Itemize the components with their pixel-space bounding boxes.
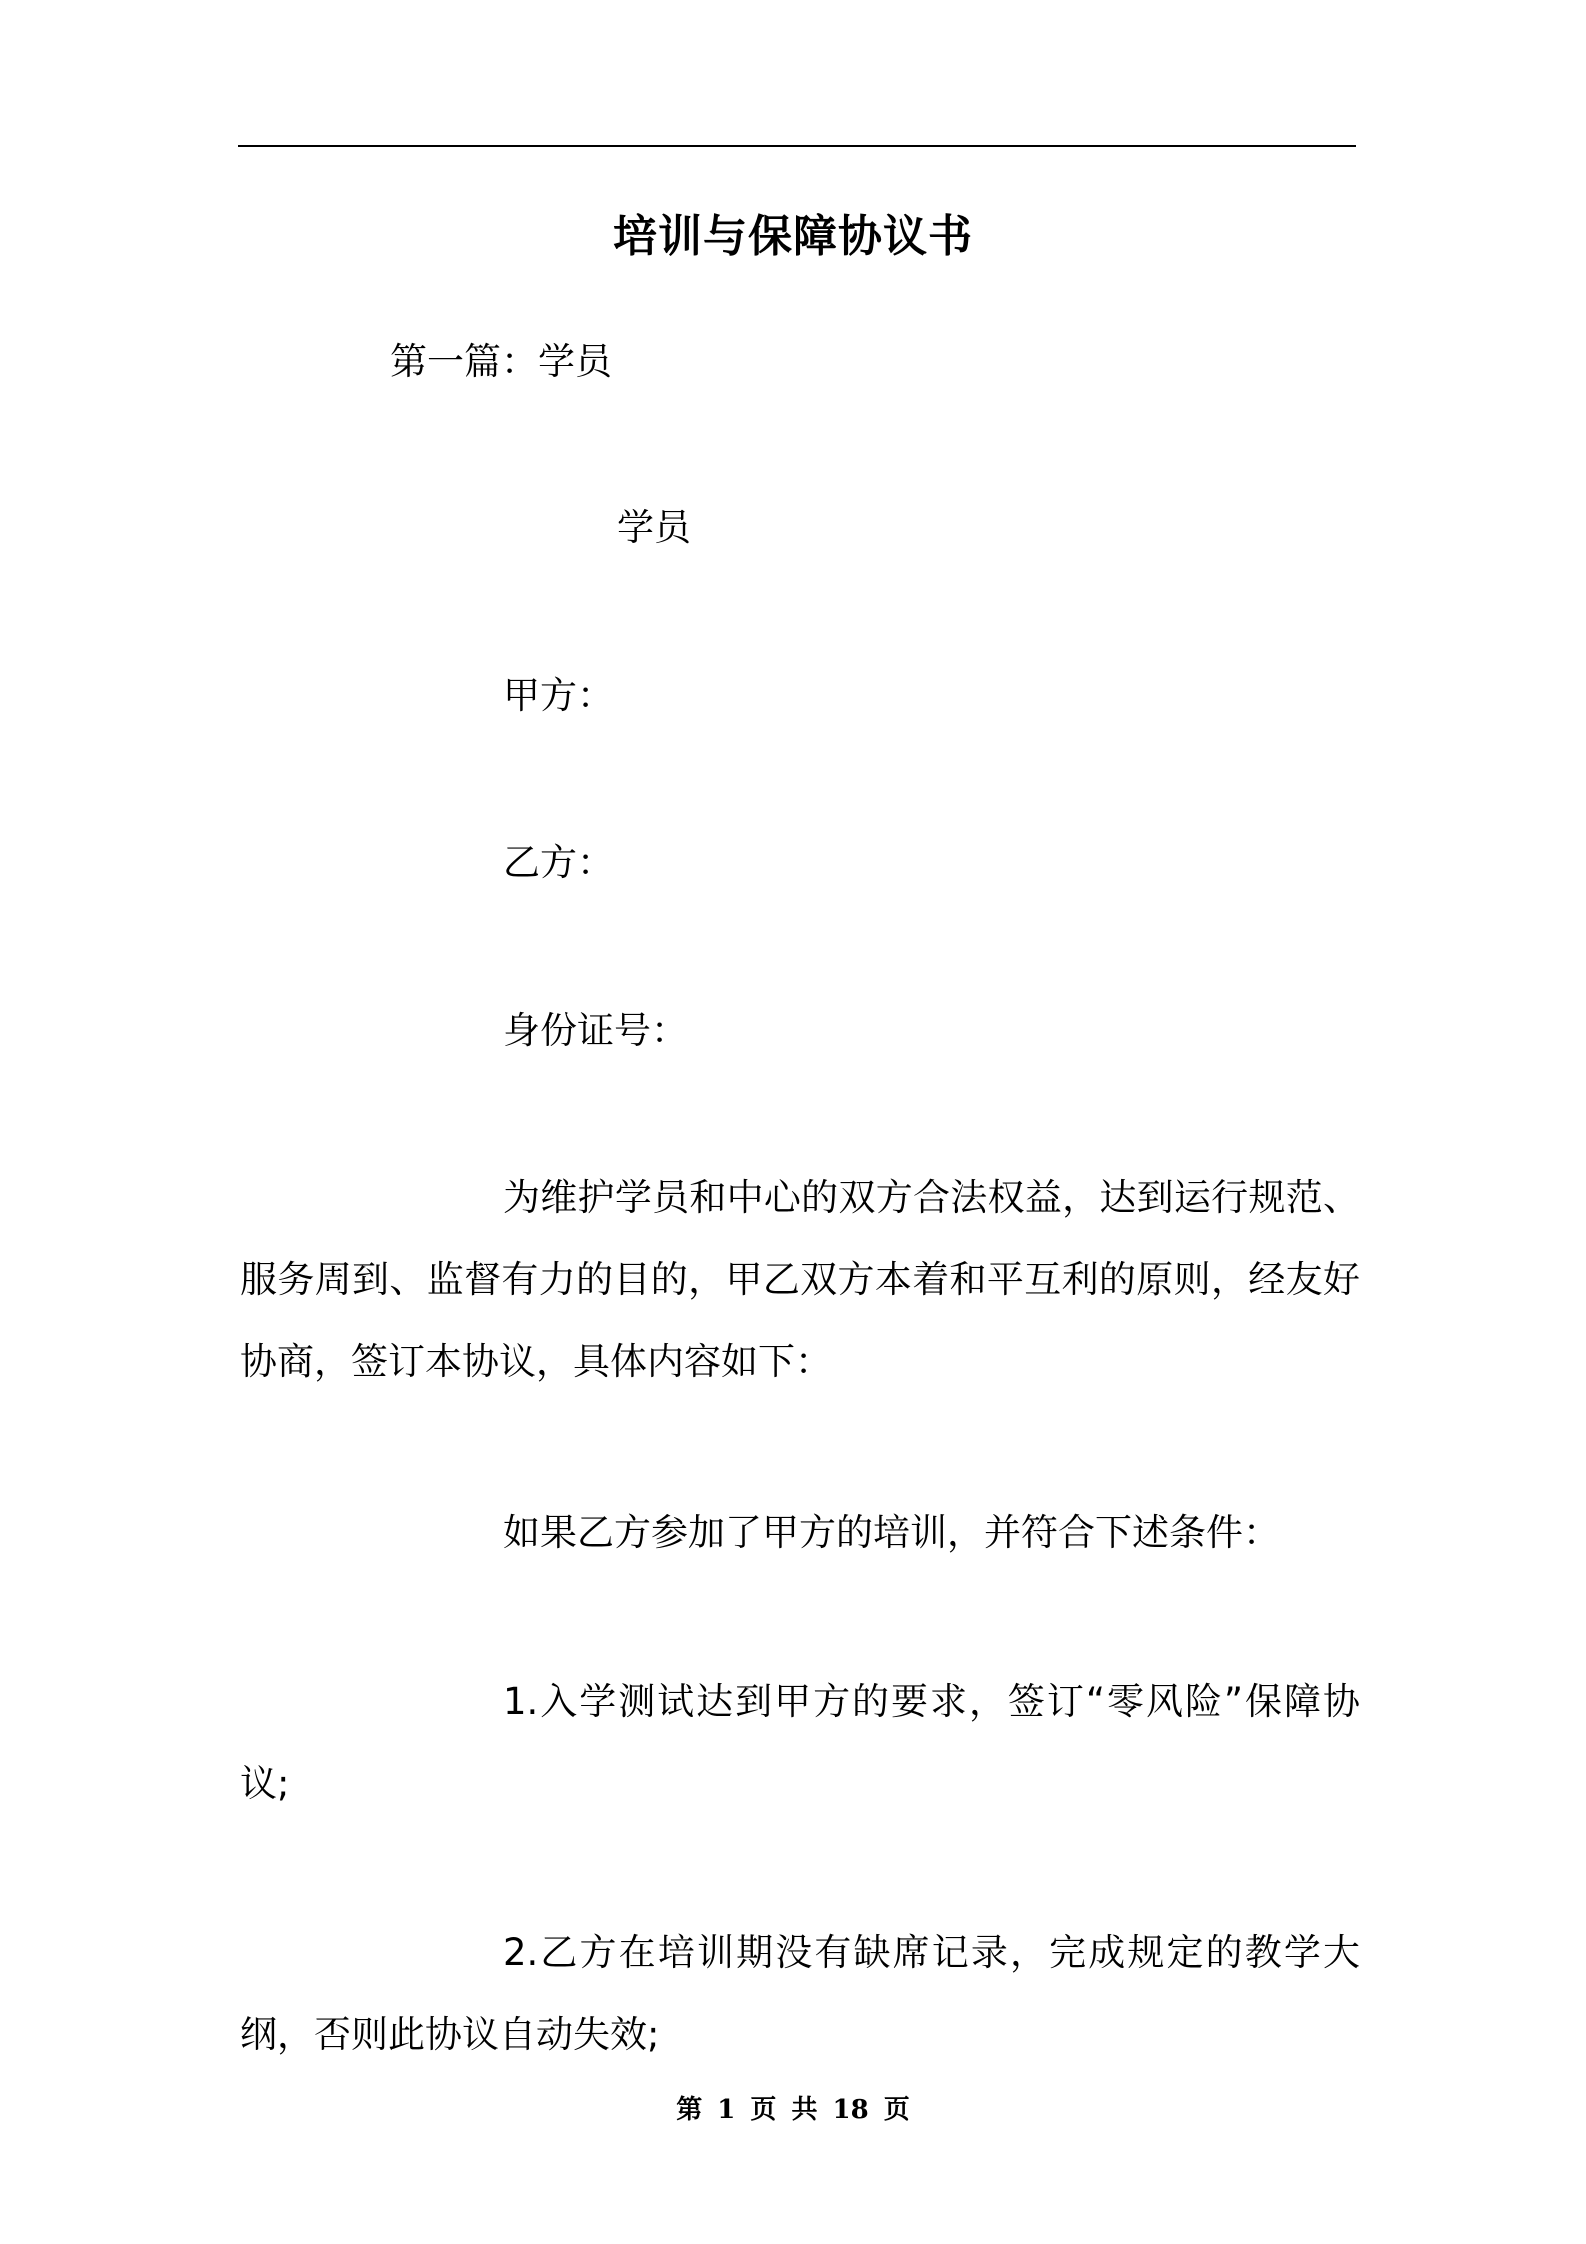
condition-2: 2.乙方在培训期没有缺席记录，完成规定的教学大纲，否则此协议自动失效; — [240, 1931, 1360, 2056]
condition-1: 1.入学测试达到甲方的要求，签订“零风险”保障协议; — [240, 1680, 1360, 1805]
condition-lead: 如果乙方参加了甲方的培训，并符合下述条件： — [503, 1511, 1280, 1554]
id-number-label: 身份证号： — [503, 1009, 688, 1052]
document-title: 培训与保障协议书 — [613, 211, 973, 262]
party-b-label: 乙方： — [503, 841, 614, 884]
section-heading: 第一篇：学员 — [390, 340, 612, 383]
intro-paragraph: 为维护学员和中心的双方合法权益，达到运行规范、服务周到、监督有力的目的，甲乙双方本着和平互利的原则，经友好协商，签订本协议，具体内容如下： — [240, 1176, 1360, 1383]
page-indicator: 第 1 页 共 18 页 — [676, 2095, 910, 2125]
header-rule — [238, 145, 1356, 147]
sub-heading: 学员 — [617, 506, 691, 549]
party-a-label: 甲方： — [503, 674, 614, 717]
